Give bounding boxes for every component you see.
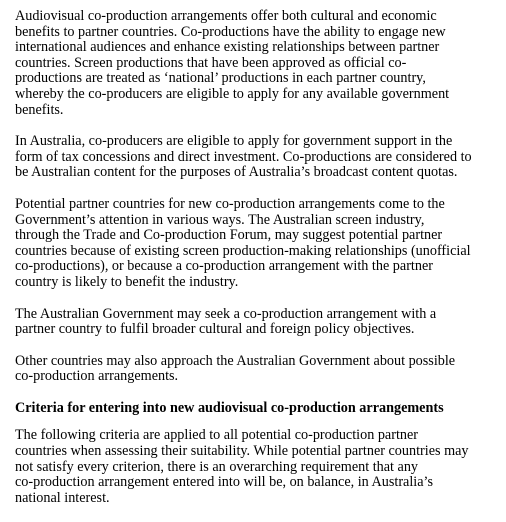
paragraph-potential-partners: Potential partner countries for new co-production arrangements come to the Government’s attention in various ways. The Australian screen industry, through the Trade and Co-production Forum, may suggest potential partner countries because of existing screen production-making relationships (unofficial co-productions), or because a co-production arrangement with the partner country is likely to benefit the industry. xyxy=(15,195,471,290)
paragraph-australia-support: In Australia, co-producers are eligible to apply for government support in the form of tax concessions and direct investment. Co-productions are considered to be Australian content for the purposes of Australia’s broadcast content quotas. xyxy=(15,133,472,181)
section-heading-criteria: Criteria for entering into new audiovisual co-production arrangements xyxy=(15,399,444,416)
paragraph-other-countries: Other countries may also approach the Australian Government about possible co-production arrangements. xyxy=(15,352,456,385)
document-page xyxy=(15,9,499,522)
paragraph-criteria: The following criteria are applied to all potential co-production partner countries when assessing their suitability. While potential partner countries may not satisfy every criterion, there is an overarching requirement that any co-production arrangement entered into will be, on balance, in Australia’s national interest. xyxy=(15,427,469,506)
paragraph-government-objectives: The Australian Government may seek a co-production arrangement with a partner country to fulfil broader cultural and foreign policy objectives. xyxy=(15,305,437,338)
paragraph-benefits: Audiovisual co-production arrangements offer both cultural and economic benefits to partner countries. Co-productions have the ability to engage new international audiences and enhance existing relationships between partner countries. Screen productions that have been approved as official co- productions are treated as ‘national’ productions in each partner country, whereby the co-producers are eligible to apply for any available government benefits. xyxy=(15,8,450,118)
